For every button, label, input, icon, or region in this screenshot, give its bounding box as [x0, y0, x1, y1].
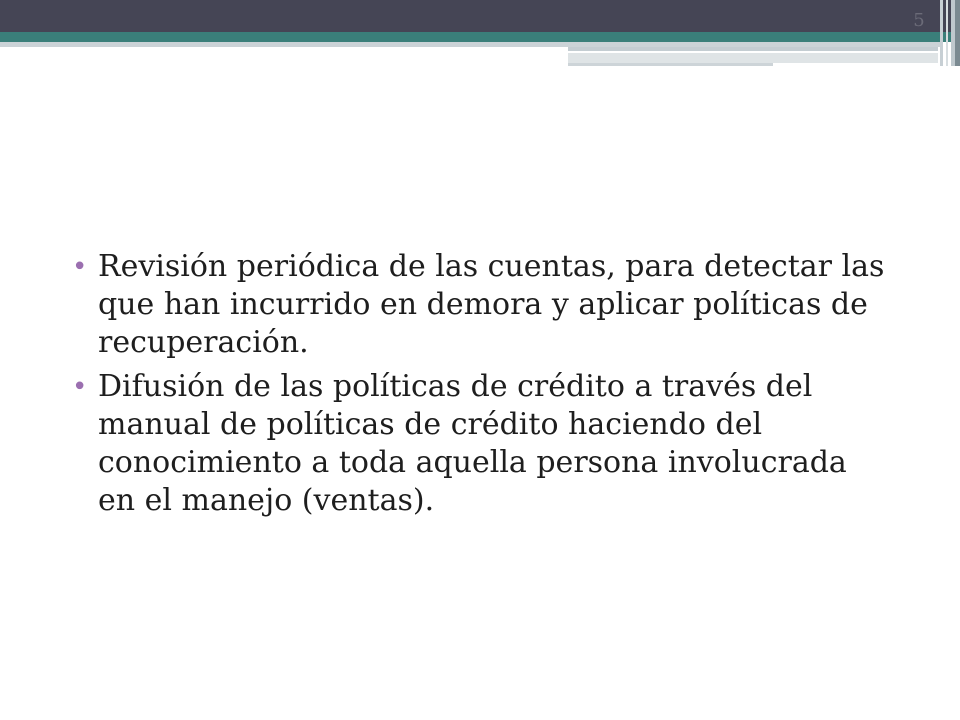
bullet-icon: •	[72, 252, 88, 282]
bullet-text: Revisión periódica de las cuentas, para detectar las que han incurrido en demora y aplicar políticas de recuperación.	[98, 249, 885, 360]
header-bar-dark	[0, 0, 960, 32]
slide-number: 5	[913, 10, 925, 31]
bullet-list	[72, 248, 892, 520]
header-accent-bar-short	[568, 63, 773, 66]
header-bar-teal	[0, 32, 960, 42]
right-edge-strip	[940, 0, 943, 66]
bullet-icon: •	[72, 372, 88, 402]
right-edge-strip	[955, 0, 960, 66]
header-accent-bar-light	[568, 53, 938, 63]
bullet-item	[72, 248, 892, 362]
bullet-item	[72, 368, 892, 520]
slide-content	[72, 248, 892, 526]
right-edge-strip	[946, 0, 948, 66]
bullet-text: Difusión de las políticas de crédito a través del manual de políticas de crédito haciendo del conocimiento a toda aquella persona involucrada en el manejo (ventas).	[98, 369, 847, 518]
